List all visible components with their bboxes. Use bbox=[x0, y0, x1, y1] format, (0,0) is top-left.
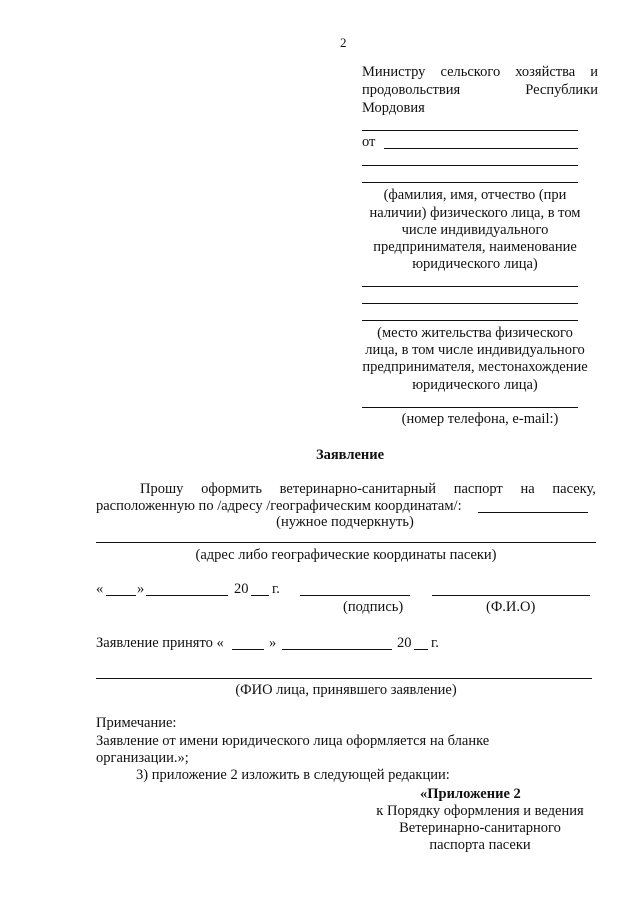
date-month-line bbox=[146, 595, 228, 596]
date-close-quote: » bbox=[137, 581, 145, 597]
request-blank-line bbox=[478, 512, 588, 513]
accepted-month-line bbox=[282, 649, 392, 650]
note-text-1: Заявление от имени юридического лица оформляется на бланке bbox=[96, 733, 490, 749]
accepter-caption: (ФИО лица, принявшего заявление) bbox=[235, 682, 457, 698]
note-label: Примечание: bbox=[96, 715, 177, 731]
address-blank-line-1 bbox=[362, 286, 578, 287]
addressee-line-2-left: продовольствия bbox=[362, 82, 461, 98]
phone-blank-line bbox=[362, 407, 578, 408]
addressee-line-1: Министру сельского хозяйства и bbox=[362, 64, 598, 80]
address-blank-line-3 bbox=[362, 320, 578, 321]
recipient-blank-line bbox=[362, 130, 578, 131]
name-caption-2: наличии) физического лица, в том bbox=[369, 205, 581, 221]
name-caption-5: юридического лица) bbox=[412, 256, 538, 272]
fio-line bbox=[432, 595, 590, 596]
appendix-line-1: к Порядку оформления и ведения bbox=[376, 803, 584, 819]
addressee-line-3: Мордовия bbox=[362, 100, 425, 116]
name-caption-4: предпринимателя, наименование bbox=[373, 239, 577, 255]
fio-caption: (Ф.И.О) bbox=[486, 599, 536, 615]
signature-line bbox=[300, 595, 410, 596]
signature-caption: (подпись) bbox=[343, 599, 404, 615]
from-label: от bbox=[362, 134, 376, 150]
addressee-line-2-right: Республики bbox=[525, 82, 598, 98]
address-caption-1: (место жительства физического bbox=[377, 325, 573, 341]
appendix-title: «Приложение 2 bbox=[420, 786, 521, 802]
location-blank-line bbox=[96, 542, 596, 543]
accepted-label: Заявление принято « bbox=[96, 635, 224, 651]
from-blank-line bbox=[384, 148, 578, 149]
request-word-1: Прошу bbox=[140, 481, 184, 497]
accepted-year-line bbox=[414, 649, 428, 650]
request-line-1 bbox=[96, 480, 596, 498]
request-word-6: пасеку, bbox=[552, 481, 596, 497]
date-open-quote: « bbox=[96, 581, 104, 597]
request-word-4: паспорт bbox=[453, 481, 503, 497]
note-text-2: организации.»; bbox=[96, 750, 189, 766]
accepted-close-quote: » bbox=[269, 635, 277, 651]
accepted-day-line bbox=[232, 649, 264, 650]
date-year-suffix: г. bbox=[272, 581, 280, 597]
address-blank-line-2 bbox=[362, 303, 578, 304]
accepted-year-suffix: г. bbox=[431, 635, 439, 651]
location-caption: (адрес либо географические координаты пасеки) bbox=[195, 547, 497, 563]
name-blank-line-3 bbox=[362, 182, 578, 183]
address-caption-3: предпринимателя, местонахождение bbox=[362, 359, 588, 375]
request-word-3: ветеринарно-санитарный bbox=[279, 481, 436, 497]
request-word-5: на bbox=[520, 481, 535, 497]
underline-note: (нужное подчеркнуть) bbox=[276, 514, 414, 530]
name-caption-3: числе индивидуального bbox=[401, 222, 549, 238]
date-year-line bbox=[251, 595, 269, 596]
accepter-line bbox=[96, 678, 592, 679]
accepted-year-prefix: 20 bbox=[397, 635, 412, 651]
appendix-line-3: паспорта пасеки bbox=[429, 837, 531, 853]
note-item-3: 3) приложение 2 изложить в следующей редакции: bbox=[136, 767, 450, 783]
request-line-2: расположенную по /адресу /географическим координатам/: bbox=[96, 498, 462, 514]
address-caption-2: лица, в том числе индивидуального bbox=[365, 342, 585, 358]
name-caption-1: (фамилия, имя, отчество (при bbox=[383, 187, 567, 203]
phone-caption: (номер телефона, e-mail:) bbox=[401, 411, 559, 427]
address-caption-4: юридического лица) bbox=[412, 377, 538, 393]
document-title: Заявление bbox=[315, 447, 385, 463]
name-blank-line-2 bbox=[362, 165, 578, 166]
request-word-2: оформить bbox=[201, 481, 262, 497]
page-number: 2 bbox=[340, 35, 347, 50]
date-year-prefix: 20 bbox=[234, 581, 249, 597]
date-day-line bbox=[106, 595, 136, 596]
appendix-line-2: Ветеринарно-санитарного bbox=[399, 820, 561, 836]
